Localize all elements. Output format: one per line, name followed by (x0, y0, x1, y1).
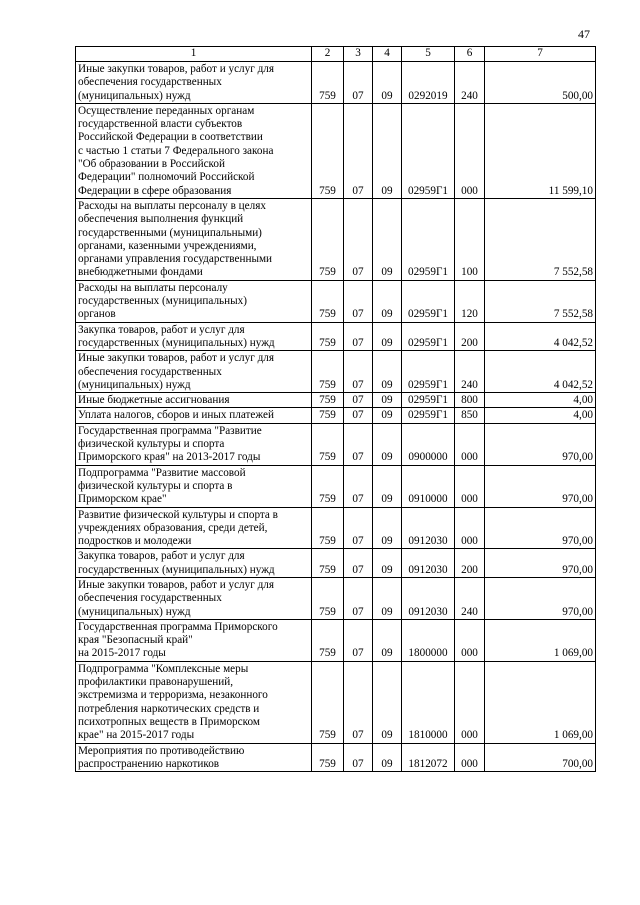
column-header: 7 (485, 47, 596, 62)
cell-sum: 1 069,00 (485, 619, 596, 661)
cell-csr: 0912030 (402, 577, 455, 619)
cell-ved: 759 (312, 423, 344, 465)
cell-csr: 1812072 (402, 743, 455, 772)
table-row (76, 351, 596, 393)
cell-csr: 02959Г1 (402, 322, 455, 351)
cell-csr: 0912030 (402, 507, 455, 549)
cell-name: Государственная программа Приморского края "Безопасный край" на 2015-2017 годы (76, 619, 312, 661)
table-row (76, 743, 596, 772)
cell-pr: 09 (373, 549, 402, 578)
cell-name: Иные закупки товаров, работ и услуг для обеспечения государственных (муниципальных) нужд (76, 351, 312, 393)
cell-pr: 09 (373, 619, 402, 661)
cell-pr: 09 (373, 661, 402, 743)
cell-csr: 0910000 (402, 465, 455, 507)
cell-rz: 07 (344, 619, 373, 661)
table-row (76, 423, 596, 465)
cell-pr: 09 (373, 393, 402, 408)
cell-sum: 970,00 (485, 549, 596, 578)
table-row (76, 507, 596, 549)
table-row (76, 661, 596, 743)
cell-csr: 02959Г1 (402, 103, 455, 198)
cell-sum: 7 552,58 (485, 280, 596, 322)
cell-vr: 200 (455, 549, 485, 578)
cell-sum: 1 069,00 (485, 661, 596, 743)
cell-csr: 02959Г1 (402, 198, 455, 280)
cell-ved: 759 (312, 103, 344, 198)
cell-rz: 07 (344, 280, 373, 322)
cell-pr: 09 (373, 743, 402, 772)
cell-rz: 07 (344, 393, 373, 408)
cell-rz: 07 (344, 351, 373, 393)
cell-rz: 07 (344, 322, 373, 351)
cell-ved: 759 (312, 507, 344, 549)
cell-name: Расходы на выплаты персоналу в целях обеспечения выполнения функций государственными (муниципальными) органами, казенными учреждениями, органами управления государственными внебюджетными фондами (76, 198, 312, 280)
table-row (76, 619, 596, 661)
cell-ved: 759 (312, 408, 344, 423)
table-row (76, 393, 596, 408)
cell-rz: 07 (344, 423, 373, 465)
table-row (76, 322, 596, 351)
cell-ved: 759 (312, 198, 344, 280)
cell-csr: 02959Г1 (402, 280, 455, 322)
cell-sum: 500,00 (485, 62, 596, 104)
cell-vr: 100 (455, 198, 485, 280)
page-number: 47 (578, 27, 590, 41)
cell-name: Подпрограмма "Развитие массовой физической культуры и спорта в Приморском крае" (76, 465, 312, 507)
cell-name: Закупка товаров, работ и услуг для государственных (муниципальных) нужд (76, 549, 312, 578)
cell-rz: 07 (344, 507, 373, 549)
cell-pr: 09 (373, 577, 402, 619)
cell-csr: 0292019 (402, 62, 455, 104)
column-header: 1 (76, 47, 312, 62)
cell-ved: 759 (312, 577, 344, 619)
cell-sum: 4,00 (485, 408, 596, 423)
table-header-row (76, 47, 596, 62)
cell-vr: 850 (455, 408, 485, 423)
column-header: 4 (373, 47, 402, 62)
table-row (76, 280, 596, 322)
cell-rz: 07 (344, 661, 373, 743)
cell-sum: 4 042,52 (485, 322, 596, 351)
cell-csr: 02959Г1 (402, 408, 455, 423)
cell-ved: 759 (312, 619, 344, 661)
column-header: 6 (455, 47, 485, 62)
cell-vr: 000 (455, 423, 485, 465)
cell-vr: 200 (455, 322, 485, 351)
cell-sum: 11 599,10 (485, 103, 596, 198)
cell-ved: 759 (312, 743, 344, 772)
cell-name: Расходы на выплаты персоналу государственных (муниципальных) органов (76, 280, 312, 322)
cell-sum: 970,00 (485, 465, 596, 507)
cell-name: Государственная программа "Развитие физической культуры и спорта Приморского края" на 2013-2017 годы (76, 423, 312, 465)
cell-ved: 759 (312, 62, 344, 104)
cell-rz: 07 (344, 465, 373, 507)
cell-pr: 09 (373, 103, 402, 198)
cell-pr: 09 (373, 62, 402, 104)
budget-table (75, 46, 596, 772)
cell-pr: 09 (373, 465, 402, 507)
cell-ved: 759 (312, 549, 344, 578)
cell-name: Уплата налогов, сборов и иных платежей (76, 408, 312, 423)
cell-csr: 02959Г1 (402, 351, 455, 393)
cell-pr: 09 (373, 408, 402, 423)
table-row (76, 465, 596, 507)
table-row (76, 62, 596, 104)
cell-sum: 970,00 (485, 423, 596, 465)
cell-vr: 000 (455, 619, 485, 661)
cell-rz: 07 (344, 62, 373, 104)
cell-ved: 759 (312, 351, 344, 393)
cell-vr: 000 (455, 103, 485, 198)
table-row (76, 408, 596, 423)
cell-name: Иные закупки товаров, работ и услуг для обеспечения государственных (муниципальных) нужд (76, 62, 312, 104)
cell-csr: 0900000 (402, 423, 455, 465)
cell-rz: 07 (344, 577, 373, 619)
cell-name: Иные закупки товаров, работ и услуг для обеспечения государственных (муниципальных) нужд (76, 577, 312, 619)
cell-sum: 970,00 (485, 507, 596, 549)
cell-rz: 07 (344, 103, 373, 198)
table-row (76, 549, 596, 578)
cell-pr: 09 (373, 351, 402, 393)
cell-rz: 07 (344, 549, 373, 578)
cell-name: Мероприятия по противодействию распространению наркотиков (76, 743, 312, 772)
cell-pr: 09 (373, 280, 402, 322)
cell-sum: 4 042,52 (485, 351, 596, 393)
cell-sum: 700,00 (485, 743, 596, 772)
cell-ved: 759 (312, 465, 344, 507)
cell-rz: 07 (344, 743, 373, 772)
column-header: 5 (402, 47, 455, 62)
cell-vr: 240 (455, 577, 485, 619)
cell-vr: 000 (455, 661, 485, 743)
cell-csr: 0912030 (402, 549, 455, 578)
cell-vr: 000 (455, 465, 485, 507)
cell-name: Осуществление переданных органам государственной власти субъектов Российской Федерации в соответствии с частью 1 статьи 7 Федерального закона "Об образовании в Российской Федерации" полномочий Российской Федерации в сфере образования (76, 103, 312, 198)
table-row (76, 198, 596, 280)
table-row (76, 103, 596, 198)
cell-csr: 1800000 (402, 619, 455, 661)
table-row (76, 577, 596, 619)
cell-ved: 759 (312, 322, 344, 351)
cell-ved: 759 (312, 393, 344, 408)
cell-pr: 09 (373, 322, 402, 351)
cell-rz: 07 (344, 198, 373, 280)
cell-sum: 4,00 (485, 393, 596, 408)
cell-ved: 759 (312, 661, 344, 743)
cell-vr: 240 (455, 351, 485, 393)
cell-pr: 09 (373, 198, 402, 280)
cell-vr: 000 (455, 743, 485, 772)
cell-rz: 07 (344, 408, 373, 423)
cell-name: Иные бюджетные ассигнования (76, 393, 312, 408)
cell-csr: 1810000 (402, 661, 455, 743)
cell-name: Развитие физической культуры и спорта в учреждениях образования, среди детей, подростков и молодежи (76, 507, 312, 549)
table-body (76, 62, 596, 772)
cell-vr: 240 (455, 62, 485, 104)
cell-sum: 970,00 (485, 577, 596, 619)
cell-ved: 759 (312, 280, 344, 322)
cell-name: Закупка товаров, работ и услуг для государственных (муниципальных) нужд (76, 322, 312, 351)
cell-name: Подпрограмма "Комплексные меры профилактики правонарушений, экстремизма и терроризма, незаконного потребления наркотических средств и психотропных веществ в Приморском крае" на 2015-2017 годы (76, 661, 312, 743)
column-header: 3 (344, 47, 373, 62)
cell-vr: 000 (455, 507, 485, 549)
cell-vr: 800 (455, 393, 485, 408)
cell-pr: 09 (373, 423, 402, 465)
cell-pr: 09 (373, 507, 402, 549)
column-header: 2 (312, 47, 344, 62)
cell-sum: 7 552,58 (485, 198, 596, 280)
cell-csr: 02959Г1 (402, 393, 455, 408)
cell-vr: 120 (455, 280, 485, 322)
